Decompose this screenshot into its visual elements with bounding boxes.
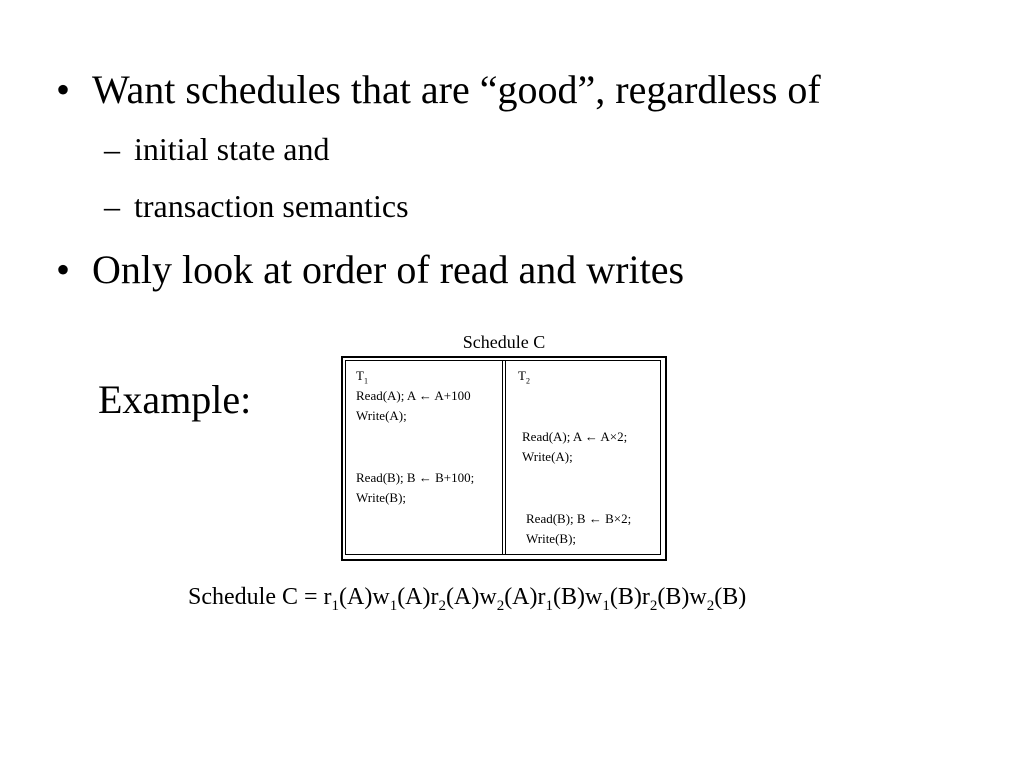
- t1-header-subscript: 1: [363, 376, 368, 386]
- formula-op-item: (A): [339, 584, 373, 610]
- formula-op-letter: w: [585, 584, 603, 610]
- formula-op-item: (A): [504, 584, 538, 610]
- formula-op-item: (A): [446, 584, 480, 610]
- sub-bullet-item: [104, 188, 409, 225]
- t1-header-name: T: [356, 368, 364, 383]
- formula-op-letter: w: [689, 584, 707, 610]
- formula-op-transaction: 1: [545, 597, 554, 614]
- bullet-text: Want schedules that are “good”, regardless of: [92, 67, 821, 112]
- bullet-marker: •: [56, 67, 71, 112]
- t1-operation: Write(A);: [356, 408, 407, 423]
- formula-op: [430, 584, 480, 614]
- sub-bullet-item: [104, 131, 330, 168]
- formula-op-transaction: 2: [496, 597, 505, 614]
- t1-operation: Read(A); A ← A+100: [356, 388, 471, 403]
- formula-op-letter: w: [479, 584, 497, 610]
- t2-header: [518, 366, 530, 392]
- formula-op: [372, 584, 431, 614]
- formula-op-transaction: 1: [389, 597, 398, 614]
- sub-bullet-text: initial state and: [134, 131, 330, 167]
- formula-op-transaction: 2: [649, 597, 658, 614]
- schedule-table-column-divider: [502, 360, 506, 555]
- t2-operation: Write(B);: [526, 531, 577, 546]
- t2-operation: Read(A); A ← A×2;: [522, 429, 628, 444]
- formula-op-transaction: 1: [602, 597, 610, 614]
- formula-op: [641, 584, 690, 614]
- formula-op-item: (A): [397, 584, 431, 610]
- formula-op-letter: r: [430, 584, 439, 610]
- formula-op-letter: r: [641, 584, 650, 610]
- bullet-item: [56, 246, 684, 293]
- formula-op-item: (B): [714, 584, 747, 610]
- formula-op-transaction: 2: [438, 597, 447, 614]
- sub-bullet-marker: –: [104, 131, 120, 167]
- formula-op-letter: w: [372, 584, 390, 610]
- sub-bullet-text: transaction semantics: [134, 188, 409, 224]
- formula-op: [585, 584, 642, 614]
- bullet-marker: •: [56, 247, 71, 292]
- formula-op: [537, 584, 586, 614]
- formula-op-transaction: 2: [706, 597, 715, 614]
- formula-op-item: (B): [553, 584, 586, 610]
- t2-header-name: T: [518, 368, 526, 383]
- formula-op-letter: r: [323, 584, 332, 610]
- formula-op-item: (B): [609, 584, 642, 610]
- t1-operation: Read(B); B ← B+100;: [356, 470, 475, 485]
- bullet-text: Only look at order of read and writes: [92, 247, 685, 292]
- bullet-item: [56, 66, 821, 113]
- schedule-table-title: Schedule C: [462, 332, 546, 352]
- formula-op: [689, 584, 747, 614]
- t1-operation: Write(B);: [356, 490, 407, 505]
- schedule-formula: [188, 584, 746, 615]
- formula-op-letter: r: [537, 584, 546, 610]
- formula-prefix: Schedule C =: [188, 584, 324, 610]
- sub-bullet-marker: –: [104, 188, 120, 224]
- formula-op: [479, 584, 538, 614]
- example-label: Example:: [98, 377, 252, 422]
- t2-operation: Read(B); B ← B×2;: [526, 511, 632, 526]
- formula-op: [323, 584, 373, 614]
- t2-operation: Write(A);: [522, 449, 573, 464]
- formula-op-transaction: 1: [331, 597, 340, 614]
- t2-header-subscript: 2: [525, 376, 530, 386]
- formula-op-item: (B): [657, 584, 690, 610]
